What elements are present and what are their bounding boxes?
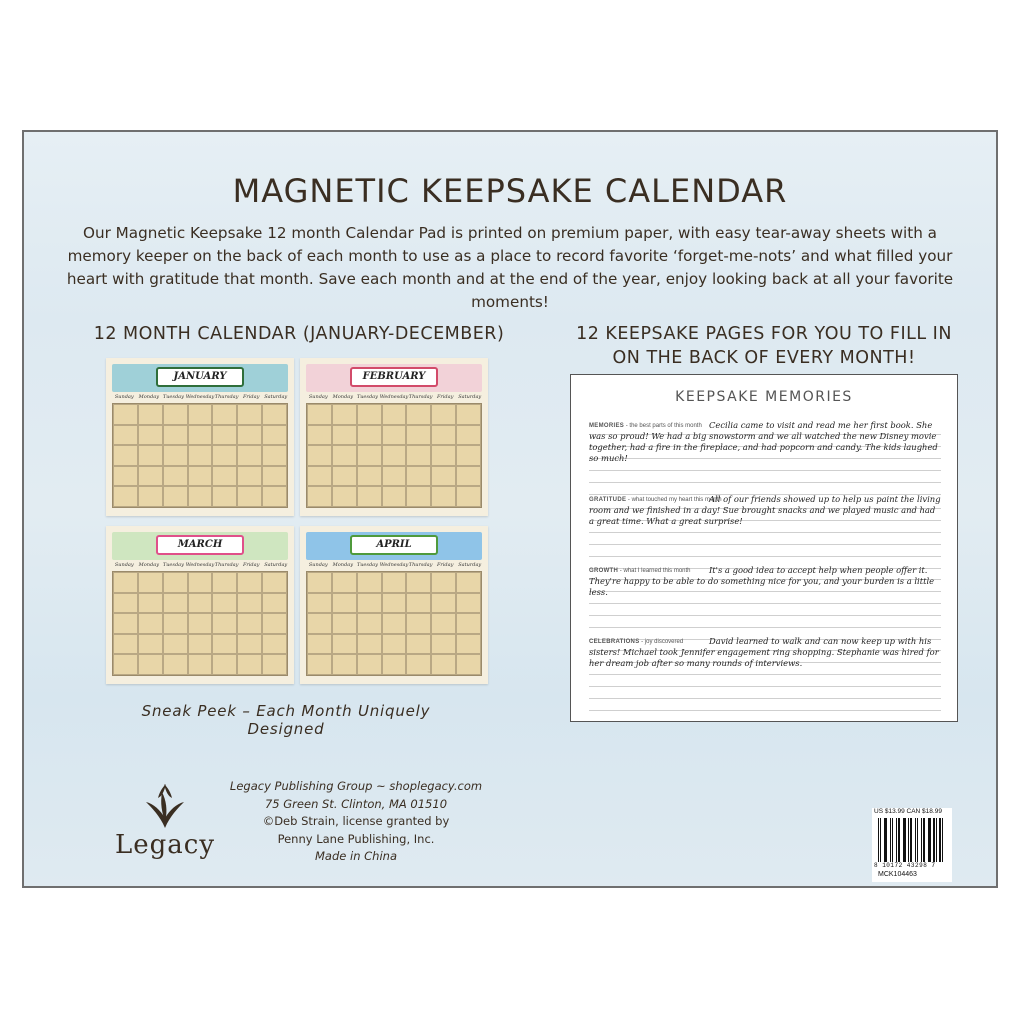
day-name: Monday <box>332 394 354 400</box>
date-cell <box>188 445 213 466</box>
price-text: US $13.99 CAN $18.99 <box>874 808 942 815</box>
day-name: Saturday <box>264 562 288 568</box>
date-cell <box>138 572 163 593</box>
date-cell <box>307 593 332 614</box>
date-cell <box>307 486 332 507</box>
date-cell <box>307 613 332 634</box>
date-cell <box>212 613 237 634</box>
date-cell <box>431 425 456 446</box>
date-cell <box>138 466 163 487</box>
date-cell <box>237 404 262 425</box>
date-cell <box>406 425 431 446</box>
address-line: 75 Green St. Clinton, MA 01510 <box>264 796 448 811</box>
date-cell <box>332 466 357 487</box>
date-cell <box>262 572 287 593</box>
date-cell <box>113 613 138 634</box>
date-cell <box>262 445 287 466</box>
date-cell <box>113 486 138 507</box>
day-names-row <box>112 562 288 570</box>
date-cell <box>431 445 456 466</box>
date-cell <box>382 634 407 655</box>
day-name: Monday <box>138 562 160 568</box>
date-cell <box>163 593 188 614</box>
date-cell <box>431 404 456 425</box>
date-cell <box>212 445 237 466</box>
date-cell <box>406 486 431 507</box>
date-cell <box>382 654 407 675</box>
date-cell <box>212 654 237 675</box>
day-name: Thursday <box>408 562 433 568</box>
date-cell <box>113 593 138 614</box>
date-cell <box>237 654 262 675</box>
keepsake-section-celebrations <box>589 636 941 711</box>
date-cell <box>113 466 138 487</box>
date-cell <box>382 466 407 487</box>
day-name: Tuesday <box>162 394 184 400</box>
date-cell <box>237 634 262 655</box>
date-cell <box>357 654 382 675</box>
date-cell <box>406 445 431 466</box>
date-cell <box>188 593 213 614</box>
date-cell <box>307 425 332 446</box>
date-cell <box>113 404 138 425</box>
date-grid <box>306 403 482 508</box>
day-name: Sunday <box>308 394 328 400</box>
origin-line: Made in China <box>315 849 397 863</box>
calendar-thumbnail-march <box>106 526 294 684</box>
day-name: Saturday <box>264 394 288 400</box>
section-prompt: - the best parts of this month <box>624 423 702 429</box>
date-cell <box>332 634 357 655</box>
date-cell <box>212 425 237 446</box>
date-cell <box>212 593 237 614</box>
day-name: Monday <box>332 562 354 568</box>
date-cell <box>456 593 481 614</box>
date-cell <box>262 593 287 614</box>
date-cell <box>357 445 382 466</box>
day-name: Friday <box>436 562 454 568</box>
section-label: GRATITUDE <box>589 497 627 503</box>
date-cell <box>163 572 188 593</box>
month-name: FEBRUARY <box>350 367 438 387</box>
month-name: JANUARY <box>156 367 244 387</box>
date-cell <box>456 634 481 655</box>
date-cell <box>188 634 213 655</box>
date-cell <box>456 445 481 466</box>
date-cell <box>456 654 481 675</box>
calendar-thumbnail-april <box>300 526 488 684</box>
date-cell <box>163 425 188 446</box>
date-cell <box>382 404 407 425</box>
date-grid <box>112 571 288 676</box>
date-cell <box>113 572 138 593</box>
date-cell <box>406 404 431 425</box>
date-cell <box>237 613 262 634</box>
page-title: MAGNETIC KEEPSAKE CALENDAR <box>232 172 788 210</box>
date-cell <box>357 572 382 593</box>
date-cell <box>456 466 481 487</box>
date-cell <box>163 654 188 675</box>
day-name: Thursday <box>408 394 433 400</box>
description: Our Magnetic Keepsake 12 month Calendar Pad is printed on premium paper, with easy tear-away sheets with a memory keeper on the back of each month to use as a place to record favorite ‘forget-me-nots’ and what filled your heart with gratitude that month. Save each month and at the end of the year, enjoy looking back at all your favorite moments! <box>66 224 954 311</box>
day-name: Saturday <box>458 394 482 400</box>
date-cell <box>188 572 213 593</box>
date-cell <box>262 404 287 425</box>
date-cell <box>357 425 382 446</box>
date-cell <box>357 466 382 487</box>
date-cell <box>332 593 357 614</box>
date-cell <box>431 654 456 675</box>
legacy-logo <box>100 782 230 862</box>
date-cell <box>237 425 262 446</box>
date-cell <box>332 425 357 446</box>
date-cell <box>138 613 163 634</box>
date-grid <box>112 403 288 508</box>
date-cell <box>212 466 237 487</box>
date-cell <box>188 404 213 425</box>
date-cell <box>332 654 357 675</box>
date-cell <box>237 486 262 507</box>
date-cell <box>138 404 163 425</box>
date-cell <box>188 613 213 634</box>
section-handwriting: All of our friends showed up to help us paint the living room and we finished in a day! Sue brought snacks and we played music and had a great time. What a great surprise! <box>589 494 941 526</box>
date-cell <box>212 572 237 593</box>
date-cell <box>456 486 481 507</box>
day-name: Tuesday <box>162 562 184 568</box>
day-name: Wednesday <box>379 562 409 568</box>
date-cell <box>382 613 407 634</box>
section-prompt: - what touched my heart this month <box>626 497 722 503</box>
left-heading: 12 MONTH CALENDAR (JANUARY-DECEMBER) <box>93 324 505 344</box>
logo-wordmark: Legacy <box>114 830 216 860</box>
date-cell <box>163 445 188 466</box>
date-cell <box>138 593 163 614</box>
date-cell <box>332 572 357 593</box>
keepsake-section-memories <box>589 420 941 495</box>
calendar-back-cover <box>22 130 998 888</box>
right-heading: 12 KEEPSAKE PAGES FOR YOU TO FILL IN ON THE BACK OF EVERY MONTH! <box>576 324 952 368</box>
date-cell <box>406 593 431 614</box>
date-cell <box>382 572 407 593</box>
date-cell <box>307 634 332 655</box>
day-name: Monday <box>138 394 160 400</box>
date-cell <box>113 425 138 446</box>
date-cell <box>138 486 163 507</box>
date-cell <box>113 654 138 675</box>
calendar-thumbnail-january <box>106 358 294 516</box>
date-cell <box>237 466 262 487</box>
date-cell <box>262 613 287 634</box>
date-cell <box>357 593 382 614</box>
date-cell <box>332 404 357 425</box>
date-cell <box>237 593 262 614</box>
date-cell <box>357 634 382 655</box>
date-cell <box>138 445 163 466</box>
date-cell <box>188 654 213 675</box>
date-cell <box>431 466 456 487</box>
date-cell <box>188 425 213 446</box>
barcode-label <box>872 808 952 882</box>
date-cell <box>406 613 431 634</box>
day-name: Sunday <box>114 562 134 568</box>
section-label: GROWTH <box>589 568 619 574</box>
tulip-logo-icon <box>100 782 230 832</box>
sku-text: MCK104463 <box>878 871 917 878</box>
day-names-row <box>306 562 482 570</box>
section-prompt: - what I learned this month <box>618 568 691 574</box>
date-cell <box>307 466 332 487</box>
date-cell <box>163 634 188 655</box>
day-name: Sunday <box>114 394 134 400</box>
date-cell <box>212 404 237 425</box>
date-cell <box>332 445 357 466</box>
date-cell <box>456 613 481 634</box>
date-cell <box>382 486 407 507</box>
date-grid <box>306 571 482 676</box>
section-label: CELEBRATIONS <box>589 639 640 645</box>
day-names-row <box>112 394 288 402</box>
date-cell <box>163 466 188 487</box>
section-handwriting: It's a good idea to accept help when people offer it. They're happy to be able to do something nice for you, and your burden is a little less. <box>589 565 935 597</box>
date-cell <box>138 654 163 675</box>
date-cell <box>262 466 287 487</box>
date-cell <box>357 404 382 425</box>
date-cell <box>163 613 188 634</box>
keepsake-section-growth <box>589 565 941 640</box>
date-cell <box>138 634 163 655</box>
barcode-icon <box>878 818 946 862</box>
month-name: APRIL <box>350 535 438 555</box>
date-cell <box>406 572 431 593</box>
day-names-row <box>306 394 482 402</box>
date-cell <box>406 654 431 675</box>
date-cell <box>431 486 456 507</box>
day-name: Tuesday <box>356 394 378 400</box>
date-cell <box>382 425 407 446</box>
date-cell <box>113 445 138 466</box>
date-cell <box>357 486 382 507</box>
license-line: Penny Lane Publishing, Inc. <box>277 831 435 846</box>
day-name: Wednesday <box>185 562 215 568</box>
date-cell <box>431 634 456 655</box>
section-label: MEMORIES <box>589 423 625 429</box>
date-cell <box>113 634 138 655</box>
section-handwriting: Cecilia came to visit and read me her first book. She was so proud! We had a big snowstorm and we all watched the new Disney movie together, had a fire in the fireplace, and had popcorn and candy. The kids laughed so much! <box>589 420 938 463</box>
day-name: Wednesday <box>379 394 409 400</box>
date-cell <box>212 634 237 655</box>
date-cell <box>262 486 287 507</box>
date-cell <box>357 613 382 634</box>
month-name: MARCH <box>156 535 244 555</box>
date-cell <box>431 572 456 593</box>
section-prompt: - joy discovered <box>639 639 684 645</box>
date-cell <box>237 445 262 466</box>
date-cell <box>307 654 332 675</box>
date-cell <box>262 654 287 675</box>
date-cell <box>456 572 481 593</box>
day-name: Thursday <box>214 394 239 400</box>
date-cell <box>237 572 262 593</box>
date-cell <box>406 466 431 487</box>
day-name: Tuesday <box>356 562 378 568</box>
calendar-thumbnail-february <box>300 358 488 516</box>
date-cell <box>138 425 163 446</box>
date-cell <box>262 425 287 446</box>
date-cell <box>431 593 456 614</box>
day-name: Sunday <box>308 562 328 568</box>
barcode-number: 8 10172 43298 7 <box>874 862 936 869</box>
date-cell <box>188 466 213 487</box>
date-cell <box>456 425 481 446</box>
keepsake-section-gratitude <box>589 494 941 569</box>
section-handwriting: David learned to walk and can now keep up with his sisters! Michael took Jennifer engagement ring shopping. Stephanie was hired for her dream job after so many rounds of interviews. <box>589 636 939 668</box>
keepsake-page <box>570 374 958 722</box>
date-cell <box>307 404 332 425</box>
date-cell <box>188 486 213 507</box>
date-cell <box>382 445 407 466</box>
day-name: Friday <box>242 562 260 568</box>
keepsake-title: KEEPSAKE MEMORIES <box>675 389 853 405</box>
date-cell <box>307 572 332 593</box>
date-cell <box>163 404 188 425</box>
day-name: Friday <box>242 394 260 400</box>
date-cell <box>262 634 287 655</box>
date-cell <box>163 486 188 507</box>
day-name: Wednesday <box>185 394 215 400</box>
day-name: Saturday <box>458 562 482 568</box>
sneak-peek-caption: Sneak Peek – Each Month Uniquely Designed <box>141 702 431 738</box>
date-cell <box>332 613 357 634</box>
date-cell <box>456 404 481 425</box>
day-name: Thursday <box>214 562 239 568</box>
date-cell <box>406 634 431 655</box>
date-cell <box>431 613 456 634</box>
date-cell <box>212 486 237 507</box>
date-cell <box>307 445 332 466</box>
date-cell <box>382 593 407 614</box>
day-name: Friday <box>436 394 454 400</box>
publisher-line: Legacy Publishing Group ~ shoplegacy.com <box>229 779 483 793</box>
date-cell <box>332 486 357 507</box>
copyright-line: ©Deb Strain, license granted by <box>262 814 450 828</box>
publisher-info <box>228 778 484 866</box>
